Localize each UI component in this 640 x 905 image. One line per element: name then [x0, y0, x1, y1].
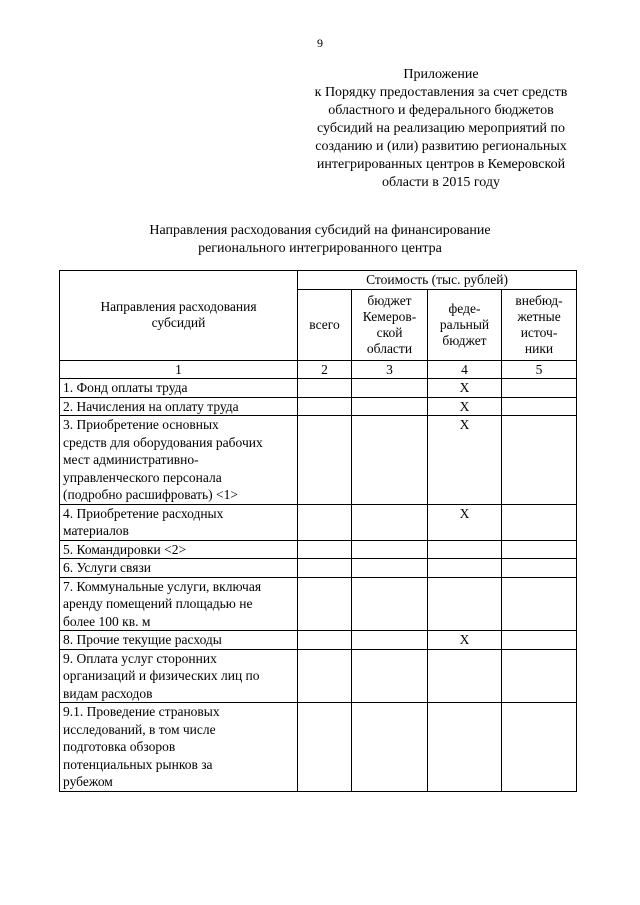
cell-extrabudgetary — [502, 577, 577, 631]
cell-total — [298, 631, 352, 650]
header-subcolumn-line: бюджет — [367, 292, 412, 308]
expense-direction — [60, 397, 298, 416]
cell-regional-budget — [352, 540, 428, 559]
cell-federal-budget — [428, 703, 502, 792]
header-federal-budget — [428, 289, 502, 360]
expense-direction-line: 3. Приобретение основных — [63, 417, 219, 432]
expense-direction-line: аренду помещений площадью не — [63, 596, 253, 611]
cell-total — [298, 649, 352, 703]
table-row — [60, 397, 577, 416]
column-number: 2 — [298, 360, 352, 379]
header-subcolumn-line: Кемеров- — [362, 308, 417, 324]
cell-regional-budget — [352, 379, 428, 398]
cell-extrabudgetary — [502, 416, 577, 505]
header-subcolumn-line: ники — [524, 340, 554, 356]
cell-extrabudgetary — [502, 703, 577, 792]
header-total — [298, 289, 352, 360]
cell-regional-budget — [352, 559, 428, 578]
expense-direction-line: 1. Фонд оплаты труда — [63, 380, 188, 395]
expense-direction-line: управленческого персонала — [63, 469, 222, 485]
cell-total — [298, 504, 352, 540]
appendix-line: Приложение — [403, 67, 479, 82]
expense-direction-line: потенциальных рынков за — [63, 756, 213, 772]
expense-direction-line: 9. Оплата услуг сторонних — [63, 650, 217, 666]
cell-total — [298, 577, 352, 631]
column-number: 3 — [352, 360, 428, 379]
expense-direction — [60, 504, 298, 540]
expense-direction — [60, 379, 298, 398]
header-subcolumn-line: жетные — [517, 308, 561, 324]
header-subcolumn-line: источ- — [520, 324, 558, 340]
table-row — [60, 631, 577, 650]
cell-federal-budget — [428, 577, 502, 631]
cell-federal-budget — [428, 649, 502, 703]
expense-direction — [60, 540, 298, 559]
expense-direction-line: видам расходов — [63, 685, 153, 701]
cell-regional-budget — [352, 577, 428, 631]
table-row — [60, 504, 577, 540]
column-number: 5 — [502, 360, 577, 379]
cell-extrabudgetary — [502, 397, 577, 416]
cell-extrabudgetary — [502, 559, 577, 578]
header-subcolumn-line: феде- — [448, 300, 481, 316]
appendix-line: областного и федерального бюджетов — [328, 103, 554, 118]
table-row — [60, 416, 577, 505]
expense-direction-line: 2. Начисления на оплату труда — [63, 398, 239, 414]
table-row — [60, 577, 577, 631]
cell-regional-budget — [352, 703, 428, 792]
expense-direction — [60, 631, 298, 650]
expense-direction — [60, 416, 298, 505]
header-regional-budget — [352, 289, 428, 360]
expense-direction-line: средств для оборудования рабочих — [63, 434, 263, 450]
cell-federal-budget — [428, 559, 502, 578]
expense-direction-line: исследований, в том числе — [63, 721, 216, 737]
header-subcolumn-line: ральный — [439, 316, 490, 332]
expenditure-table — [59, 270, 577, 792]
cell-total — [298, 703, 352, 792]
cell-extrabudgetary — [502, 379, 577, 398]
cell-extrabudgetary — [502, 540, 577, 559]
cell-total — [298, 540, 352, 559]
expense-direction-line: материалов — [63, 523, 129, 538]
cell-federal-budget: X — [428, 416, 502, 505]
expense-direction — [60, 703, 298, 792]
cell-extrabudgetary — [502, 631, 577, 650]
header-subcolumn-line: внебюд- — [515, 292, 563, 308]
expense-direction — [60, 577, 298, 631]
cell-regional-budget — [352, 504, 428, 540]
appendix-line: области в 2015 году — [381, 175, 501, 190]
header-direction-line: субсидий — [151, 315, 206, 331]
expense-direction-line: мест административно- — [63, 452, 199, 467]
header-extrabudgetary — [502, 289, 577, 360]
expense-direction — [60, 649, 298, 703]
table-row — [60, 649, 577, 703]
header-direction-line: Направления расходования — [100, 299, 257, 315]
expense-direction-line: 7. Коммунальные услуги, включая — [63, 578, 262, 594]
header-subcolumn-line: области — [366, 340, 413, 356]
header-subcolumn-line: всего — [309, 316, 340, 332]
column-number: 1 — [60, 360, 298, 379]
expense-direction-line: подготовка обзоров — [63, 739, 176, 754]
cell-total — [298, 379, 352, 398]
cell-extrabudgetary — [502, 504, 577, 540]
title-line: Направления расходования субсидий на финансирование — [149, 223, 491, 238]
expense-direction-line: организаций и физических лиц по — [63, 668, 260, 683]
expense-direction-line: 9.1. Проведение страновых — [63, 704, 220, 719]
title-line: регионального интегрированного центра — [198, 241, 442, 256]
column-number: 4 — [428, 360, 502, 379]
expense-direction-line: рубежом — [63, 774, 113, 789]
cell-federal-budget: X — [428, 631, 502, 650]
header-direction — [60, 271, 298, 361]
header-cost: Стоимость (тыс. рублей) — [298, 271, 577, 290]
page-number: 9 — [317, 36, 323, 50]
expense-direction-line: 5. Командировки <2> — [63, 541, 187, 557]
appendix-block — [280, 66, 602, 192]
header-subcolumn-line: ской — [376, 324, 403, 340]
expense-direction-line: более 100 кв. м — [63, 613, 151, 629]
cell-regional-budget — [352, 649, 428, 703]
table-row — [60, 540, 577, 559]
appendix-line: интегрированных центров в Кемеровской — [316, 157, 566, 172]
table-row — [60, 703, 577, 792]
cell-regional-budget — [352, 416, 428, 505]
table-row — [60, 559, 577, 578]
expense-direction — [60, 559, 298, 578]
appendix-line: субсидий на реализацию мероприятий по — [317, 121, 565, 136]
expense-direction-line: 8. Прочие текущие расходы — [63, 632, 222, 647]
document-title — [60, 222, 580, 258]
cell-total — [298, 397, 352, 416]
appendix-line: к Порядку предоставления за счет средств — [314, 85, 568, 100]
cell-total — [298, 416, 352, 505]
header-subcolumn-line: бюджет — [442, 332, 487, 348]
table-row — [60, 379, 577, 398]
expense-direction-line: 4. Приобретение расходных — [63, 505, 224, 521]
cell-extrabudgetary — [502, 649, 577, 703]
appendix-line: созданию и (или) развитию региональных — [315, 139, 567, 154]
expense-direction-line: 6. Услуги связи — [63, 560, 152, 575]
cell-federal-budget — [428, 540, 502, 559]
cell-total — [298, 559, 352, 578]
table-body — [60, 379, 577, 792]
cell-federal-budget: X — [428, 379, 502, 398]
cell-federal-budget: X — [428, 504, 502, 540]
cell-regional-budget — [352, 397, 428, 416]
cell-federal-budget: X — [428, 397, 502, 416]
expense-direction-line: (подробно расшифровать) <1> — [63, 487, 239, 502]
cell-regional-budget — [352, 631, 428, 650]
